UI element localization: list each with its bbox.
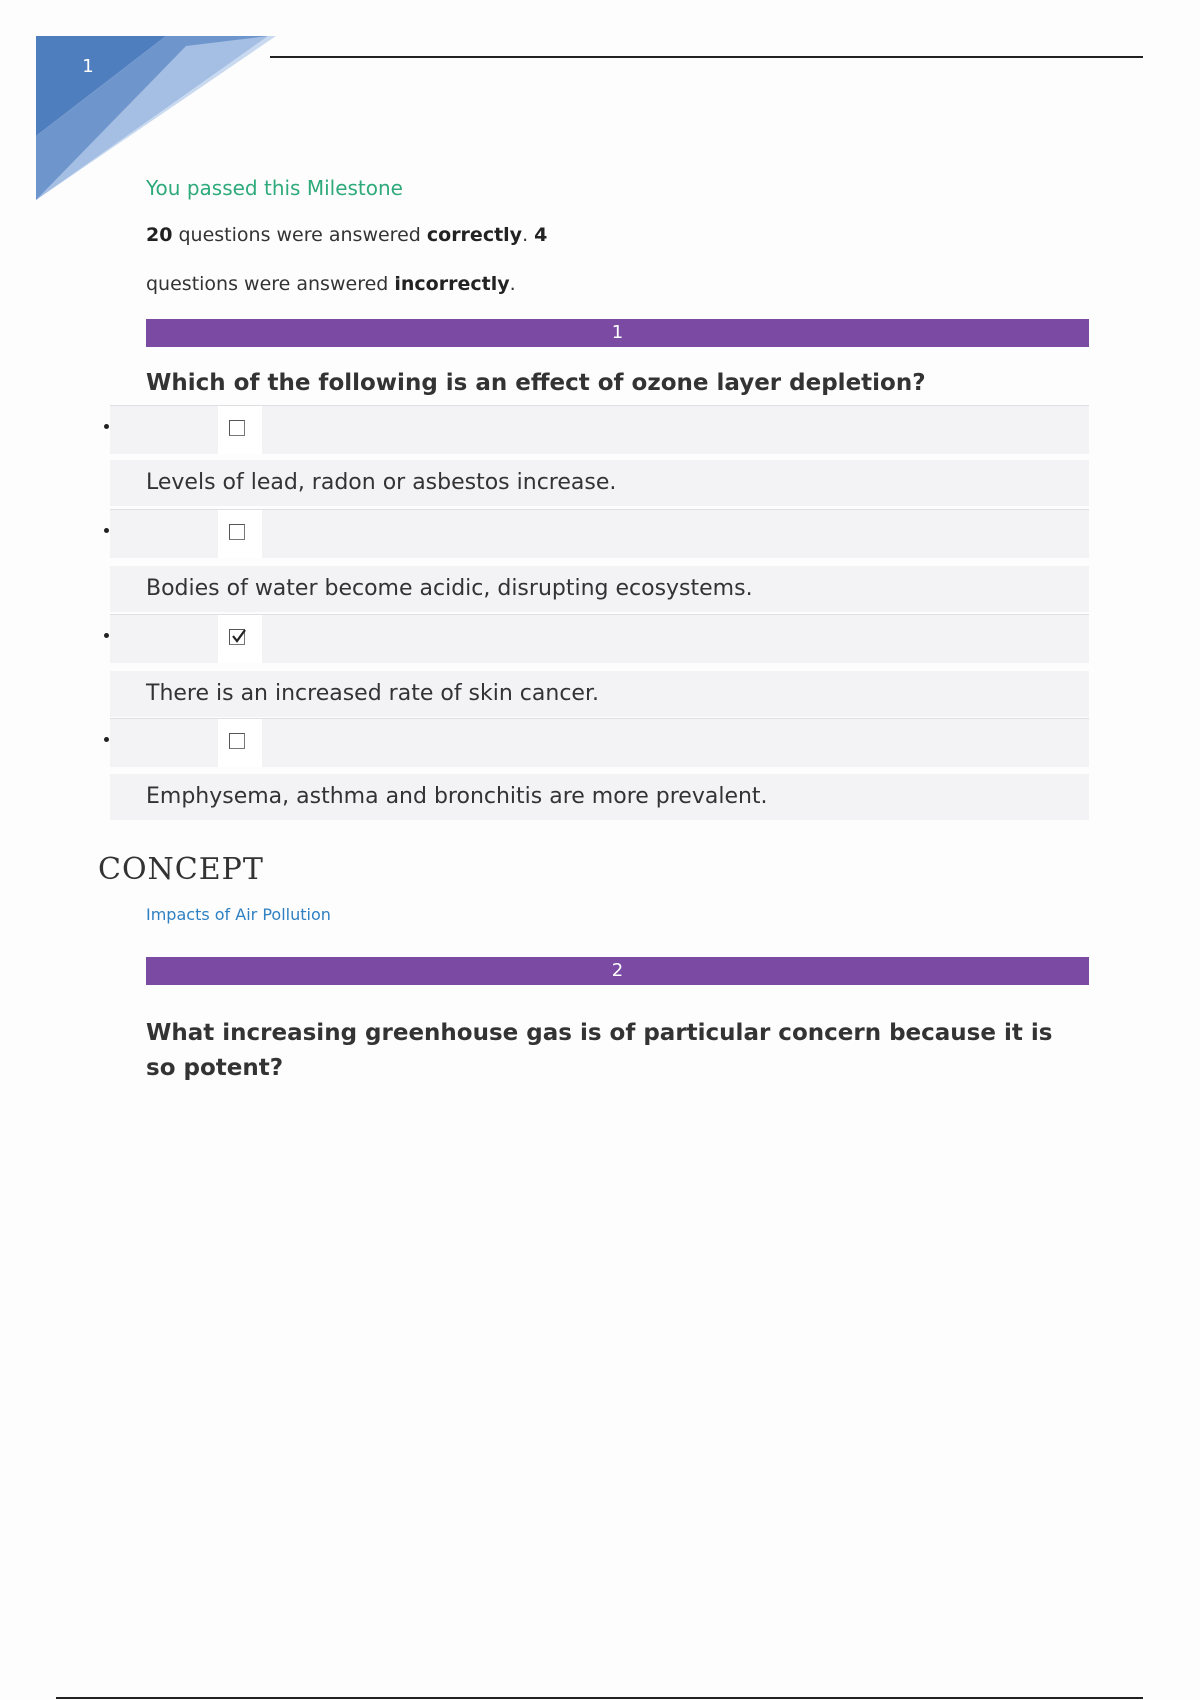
option-checkbox[interactable] [229, 733, 245, 749]
checkmark-icon [231, 628, 247, 644]
option-label-row [110, 460, 1089, 506]
bullet-icon [104, 737, 109, 742]
question-text: Which of the following is an effect of ozone layer depletion? [146, 370, 926, 396]
option-checkbox[interactable] [229, 420, 245, 436]
concept-link[interactable]: Impacts of Air Pollution [146, 905, 331, 924]
correct-text: questions were answered [172, 224, 427, 246]
page-number: 1 [82, 56, 94, 77]
incorrect-summary: questions were answered incorrectly. [146, 273, 516, 295]
incorrect-count: 4 [534, 224, 548, 246]
option-label-row [110, 774, 1089, 820]
bullet-icon [104, 528, 109, 533]
option-label: There is an increased rate of skin cancer. [146, 681, 599, 706]
option-checkbox-checked[interactable] [229, 629, 245, 645]
bullet-icon [104, 633, 109, 638]
checkbox-cell [218, 510, 262, 558]
option-label-row [110, 566, 1089, 612]
option-label: Emphysema, asthma and bronchitis are more prevalent. [146, 784, 768, 809]
header-rule [270, 56, 1143, 58]
incorrect-word: incorrectly [394, 273, 510, 295]
option-row [110, 718, 1089, 767]
correct-summary: 20 questions were answered correctly. 4 [146, 224, 548, 246]
option-checkbox[interactable] [229, 524, 245, 540]
correct-count: 20 [146, 224, 173, 246]
question-text: What increasing greenhouse gas is of particular concern because it is so potent? [146, 1020, 1053, 1081]
bullet-icon [104, 424, 109, 429]
question-number-bar: 2 [146, 957, 1089, 985]
question-number-bar: 1 [146, 319, 1089, 347]
checkbox-cell [218, 615, 262, 663]
option-label: Bodies of water become acidic, disrupting ecosystems. [146, 576, 753, 601]
option-label: Levels of lead, radon or asbestos increase. [146, 470, 617, 495]
option-label-row [110, 671, 1089, 717]
option-row [110, 509, 1089, 558]
checkbox-cell [218, 406, 262, 454]
incorrect-text: questions were answered [146, 273, 395, 295]
checkbox-cell [218, 719, 262, 767]
option-row [110, 614, 1089, 663]
concept-heading: CONCEPT [98, 852, 264, 887]
correct-word: correctly [426, 224, 523, 246]
option-row [110, 405, 1089, 454]
footer-rule [56, 1697, 1143, 1699]
milestone-status: You passed this Milestone [146, 176, 403, 200]
